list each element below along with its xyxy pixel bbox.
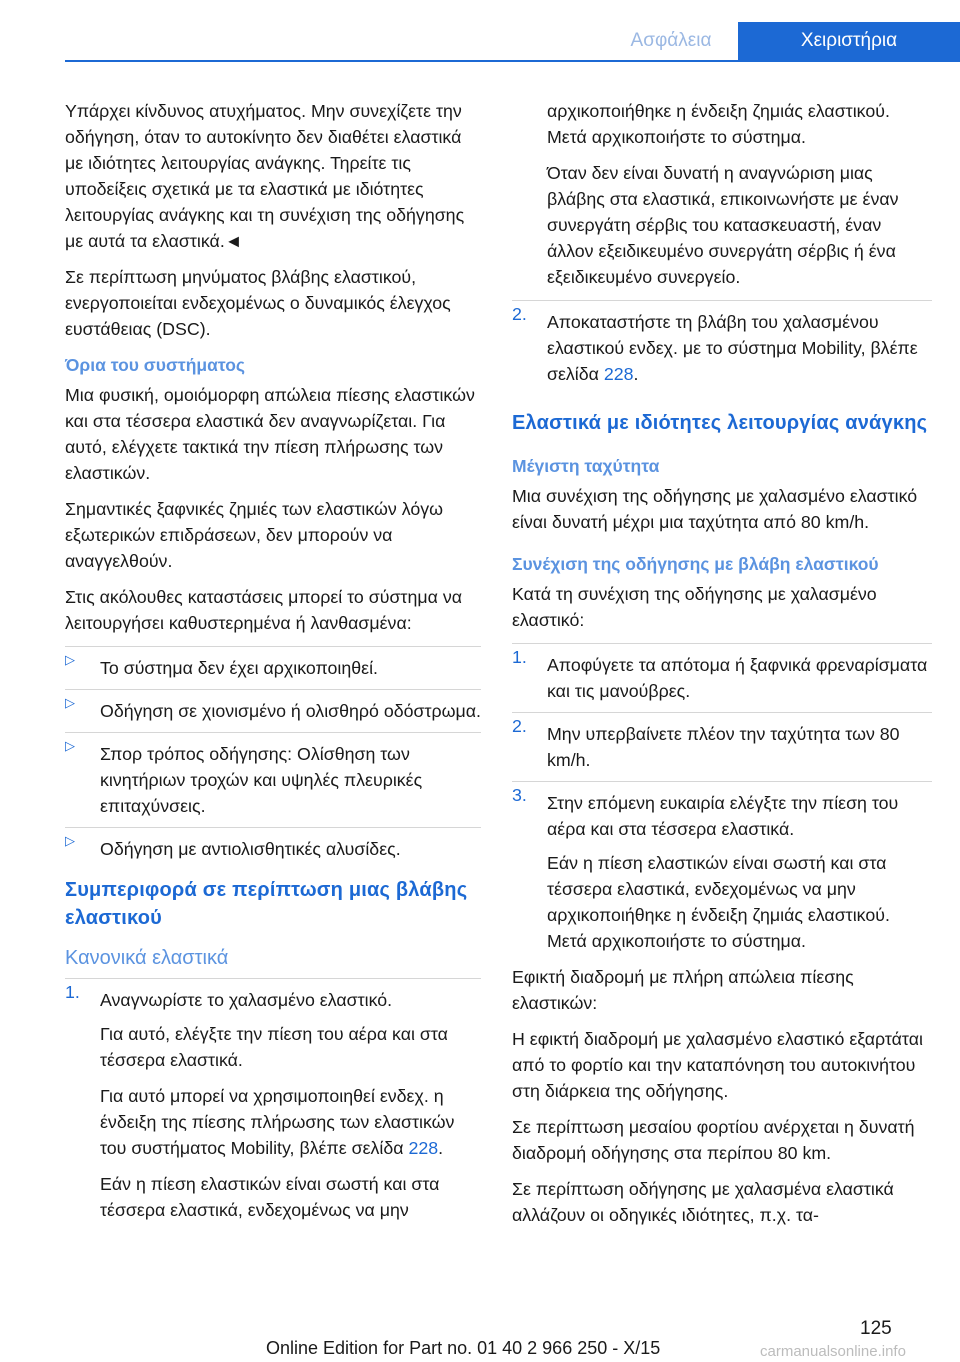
step-number: 2. — [512, 304, 527, 324]
step-text: Στην επόμενη ευκαιρία ελέγξτε την πίεση του αέρα και στα τέσσερα ελαστικά. — [547, 793, 899, 839]
mobility-text-end: . — [438, 1138, 444, 1158]
step-number: 1. — [65, 982, 80, 1002]
step-text: Αποφύγετε τα απότομα ή ξαφνικά φρεναρίσματα και τις μανούβρες. — [547, 655, 928, 701]
heading-system-limits: Όρια του συστήματος — [65, 355, 246, 375]
limits-paragraph-2: Σημαντικές ξαφνικές ζημιές των ελαστικών λόγω εξωτερικών επιδράσεων, δεν μπορούν να αναγγελθούν. — [65, 499, 444, 571]
step-item — [65, 978, 481, 1013]
range-paragraph-2: Η εφικτή διαδρομή με χαλασμένο ελαστικό εξαρτάται από το φορτίο και την καταπόνηση του αυτοκινήτου στη διάρκεια της οδήγησης. — [512, 1029, 923, 1101]
limits-paragraph-3: Στις ακόλουθες καταστάσεις μπορεί το σύστημα να λειτουργήσει καθυστερημένα ή λανθασμένα: — [65, 587, 462, 633]
range-paragraph-3: Σε περίπτωση μεσαίου φορτίου ανέρχεται η δυνατή διαδρομή οδήγησης στα περίπου 80 km. — [512, 1117, 915, 1163]
step-item — [512, 643, 932, 704]
heading-continue-driving: Συνέχιση της οδήγησης με βλάβη ελαστικού — [512, 554, 879, 574]
footer-watermark: carmanualsonline.info — [760, 1343, 906, 1360]
triangle-bullet-icon: ▷ — [65, 833, 75, 848]
range-paragraph-1: Εφικτή διαδρομή με πλήρη απώλεια πίεσης ελαστικών: — [512, 967, 854, 1013]
list-item — [65, 732, 481, 819]
page-link-228[interactable]: 228 — [408, 1138, 439, 1158]
triangle-bullet-icon: ▷ — [65, 695, 75, 710]
heading-runflat-tires: Ελαστικά με ιδιότητες λειτουργίας ανάγκης — [512, 412, 928, 434]
header-chapter-tab: Χειριστήρια — [738, 22, 960, 60]
heading-tire-damage-behavior: Συμπεριφορά σε περίπτωση μιας βλάβης ελαστικού — [65, 879, 468, 929]
list-item — [65, 689, 481, 724]
step-item — [512, 712, 932, 773]
step-text-end: . — [633, 364, 639, 384]
limits-paragraph-1: Μια φυσική, ομοιόμορφη απώλεια πίεσης ελαστικών και στα τέσσερα ελαστικά δεν αναγνωρίζεται. Για αυτό, ελέγχετε τακτικά την πίεση πλήρωσης των ελαστικών. — [65, 385, 475, 483]
step-text: Αποκαταστήστε τη βλάβη του χαλασμένου ελαστικού ενδεχ. με το σύστημα Mobility, βλέπε σελίδα — [547, 312, 918, 384]
step-subparagraph: Για αυτό, ελέγξτε την πίεση του αέρα και στα τέσσερα ελαστικά. — [100, 1024, 448, 1070]
step-number: 1. — [512, 647, 527, 667]
page-number: 125 — [860, 1318, 892, 1339]
mobility-text: Για αυτό μπορεί να χρησιμοποιηθεί ενδεχ. η ένδειξη της πίεσης πλήρωσης των ελαστικών του συστήματος Mobility, βλέπε σελίδα — [100, 1086, 455, 1158]
warning-paragraph: Υπάρχει κίνδυνος ατυχήματος. Μην συνεχίζετε την οδήγηση, όταν το αυτοκίνητο δεν διαθέτει ελαστικά με ιδιότητες λειτουργίας ανάγκης. Τηρείτε τις υποδείξεις σχετικά με τα ελαστικά με ιδιότητες λειτουργίας ανάγκης και τη συνέχιση της οδήγησης με αυτά τα ελαστικά.◄ — [65, 101, 465, 251]
continued-paragraph: αρχικοποιήθηκε η ένδειξη ζημιάς ελαστικού. Μετά αρχικοποιήστε το σύστημα. — [547, 101, 890, 147]
list-item — [65, 827, 481, 862]
step-text: Μην υπερβαίνετε πλέον την ταχύτητα των 80 km/h. — [547, 724, 900, 770]
bullet-text: Σπορ τρόπος οδήγησης: Ολίσθηση των κινητήριων τροχών και υψηλές πλευρικές επιταχύνσεις. — [100, 744, 423, 816]
step-item — [512, 781, 932, 842]
dsc-paragraph: Σε περίπτωση μηνύματος βλάβης ελαστικού, ενεργοποιείται ενδεχομένως ο δυναμικός έλεγχος ευστάθειας (DSC). — [65, 267, 451, 339]
step-number: 2. — [512, 716, 527, 736]
step-number: 3. — [512, 785, 527, 805]
page-link-228[interactable]: 228 — [603, 364, 634, 384]
header-section-label: Ασφάλεια — [630, 30, 712, 51]
heading-max-speed: Μέγιστη ταχύτητα — [512, 456, 660, 476]
step-subparagraph: Εάν η πίεση ελαστικών είναι σωστή και στα τέσσερα ελαστικά, ενδεχομένως να μην αρχικοποιήθηκε η ένδειξη ζημιάς ελαστικού. Μετά αρχικοποιήστε το σύστημα. — [547, 853, 890, 951]
bullet-list — [65, 646, 481, 862]
bullet-text: Οδήγηση σε χιονισμένο ή ολισθηρό οδόστρωμα. — [100, 701, 481, 721]
heading-normal-tires: Κανονικά ελαστικά — [65, 947, 229, 969]
triangle-bullet-icon: ▷ — [65, 738, 75, 753]
right-column — [512, 98, 932, 1238]
max-speed-paragraph: Μια συνέχιση της οδήγησης με χαλασμένο ελαστικό είναι δυνατή μέχρι μια ταχύτητα από 80 km/h. — [512, 486, 918, 532]
step-item — [512, 300, 932, 387]
service-paragraph: Όταν δεν είναι δυνατή η αναγνώριση μιας βλάβης στα ελαστικά, επικοινωνήστε με έναν συνεργάτη σέρβις του κατασκευαστή, έναν άλλον εξειδικευμένο συνεργάτη σέρβις ή ένα εξειδικευμένο συνεργείο. — [547, 163, 899, 287]
left-column — [65, 98, 481, 1233]
footer-edition-text: Online Edition for Part no. 01 40 2 966 250 - X/15 — [266, 1338, 661, 1358]
step-subparagraph: Εάν η πίεση ελαστικών είναι σωστή και στα τέσσερα ελαστικά, ενδεχομένως να μην — [100, 1174, 440, 1220]
step-subparagraph-mobility — [65, 1083, 481, 1161]
header-rule — [65, 60, 960, 62]
bullet-text: Οδήγηση με αντιολισθητικές αλυσίδες. — [100, 839, 401, 859]
triangle-bullet-icon: ▷ — [65, 652, 75, 667]
list-item — [65, 646, 481, 681]
continue-paragraph: Κατά τη συνέχιση της οδήγησης με χαλασμένο ελαστικό: — [512, 584, 877, 630]
step-text: Αναγνωρίστε το χαλασμένο ελαστικό. — [100, 990, 393, 1010]
bullet-text: Το σύστημα δεν έχει αρχικοποιηθεί. — [100, 658, 378, 678]
range-paragraph-4: Σε περίπτωση οδήγησης με χαλασμένα ελαστικά αλλάζουν οι οδηγικές ιδιότητες, π.χ. τα- — [512, 1179, 894, 1225]
